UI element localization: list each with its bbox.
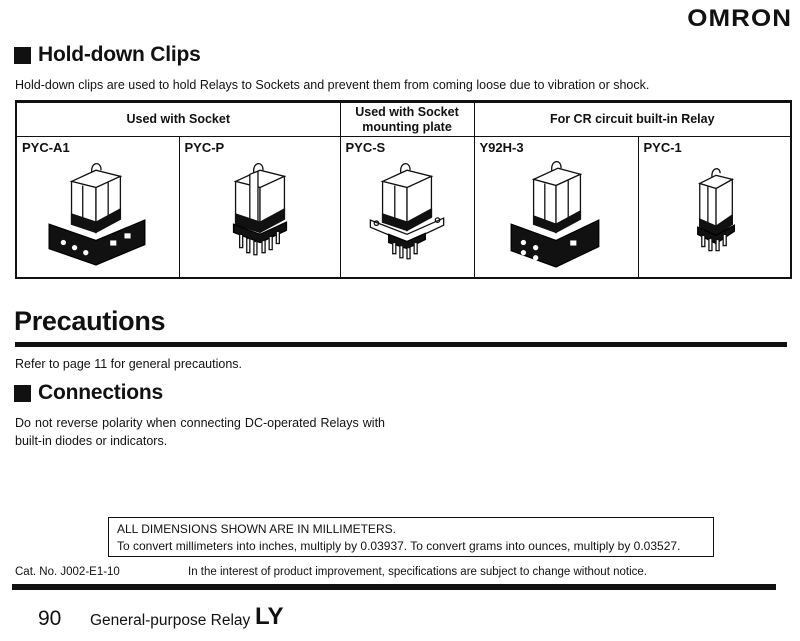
precautions-divider xyxy=(15,342,787,347)
footer-divider xyxy=(12,584,776,590)
page-number: 90 xyxy=(38,607,62,630)
catalog-number: Cat. No. J002-E1-10 xyxy=(15,566,120,578)
product-code: LY xyxy=(255,603,284,630)
narrow-relay-with-pins-illustration xyxy=(652,157,776,271)
cell-pyc-1 xyxy=(638,137,791,279)
model-label: PYC-S xyxy=(345,140,386,155)
hold-down-clips-heading xyxy=(14,43,201,67)
model-label: PYC-P xyxy=(184,140,225,155)
precautions-note: Refer to page 11 for general precautions. xyxy=(15,357,242,371)
relay-on-socket-illustration xyxy=(36,157,160,271)
section-marker-square-icon xyxy=(14,385,31,402)
cell-pyc-p xyxy=(179,137,340,279)
model-label: PYC-A1 xyxy=(22,140,70,155)
model-label: PYC-1 xyxy=(643,140,682,155)
cell-y92h-3 xyxy=(474,137,638,279)
cell-pyc-s xyxy=(340,137,474,279)
connections-title: Connections xyxy=(38,381,163,404)
table-header-row xyxy=(16,102,791,137)
omron-logo: OMRON xyxy=(687,5,792,32)
connections-heading xyxy=(14,381,163,405)
relay-on-socket-illustration xyxy=(494,157,618,271)
dimensions-note-line2: To convert millimeters into inches, multiply by 0.03937. To convert grams into ounces, multiply by 0.03527. xyxy=(117,539,681,553)
dimensions-note-line1: ALL DIMENSIONS SHOWN ARE IN MILLIMETERS. xyxy=(117,522,396,536)
table-body-row xyxy=(16,137,791,279)
header-for-cr-circuit-built-in-relay: For CR circuit built-in Relay xyxy=(474,102,791,137)
page-footer xyxy=(0,600,800,636)
precautions-title: Precautions xyxy=(14,306,166,336)
product-line-label: General-purpose Relay xyxy=(90,612,251,629)
header-used-with-socket-mounting-plate: Used with Socket mounting plate xyxy=(340,102,474,137)
model-label: Y92H-3 xyxy=(479,140,524,155)
hold-down-clips-table xyxy=(15,100,792,279)
cell-pyc-a1 xyxy=(16,137,179,279)
dimensions-note-box xyxy=(108,517,714,557)
hold-down-clips-description: Hold-down clips are used to hold Relays to Sockets and prevent them from coming loose due to vibration or shock. xyxy=(15,78,650,92)
relay-with-mounting-plate-illustration xyxy=(345,157,469,271)
hold-down-clips-title: Hold-down Clips xyxy=(38,43,201,66)
relay-with-pins-illustration xyxy=(198,157,322,271)
section-marker-square-icon xyxy=(14,47,31,64)
connections-note: Do not reverse polarity when connecting DC-operated Relays with built-in diodes or indicators. xyxy=(15,416,385,449)
header-used-with-socket: Used with Socket xyxy=(16,102,340,137)
change-notice: In the interest of product improvement, specifications are subject to change without notice. xyxy=(188,566,647,578)
